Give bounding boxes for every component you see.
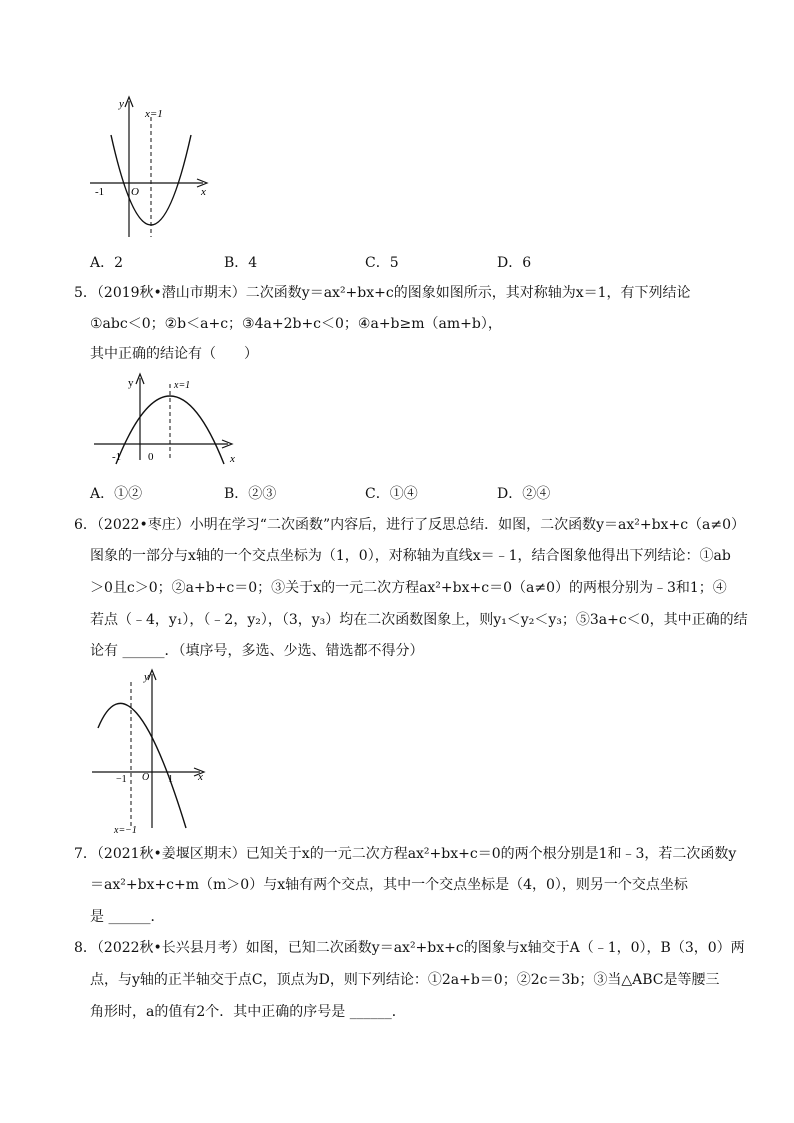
q5-option-b[interactable]: B．②③	[224, 486, 277, 502]
q4-origin: O	[131, 186, 139, 198]
q8-stem-line2: 点，与y轴的正半轴交于点C，顶点为D，则下列结论：①2a+b＝0；②2c＝3b；③当△ABC是等腰三	[90, 972, 720, 988]
q6-stem-line3: ＞0且c＞0；②a+b+c＝0；③关于x的一元二次方程ax²+bx+c＝0（a≠0）的两根分别为﹣3和1；④	[90, 580, 727, 596]
q8-stem-line3[interactable]: 角形时，a的值有2个．其中正确的序号是 ______．	[90, 1004, 406, 1020]
q6-y-label: y	[144, 671, 149, 683]
q5-stem-line3: 其中正确的结论有（ ）	[90, 346, 258, 362]
q5-stem-line1: 5．（2019秋•潜山市期末）二次函数y＝ax²+bx+c的图象如图所示，其对称轴为x＝1，有下列结论	[74, 285, 691, 301]
q4-x-label: x	[201, 186, 206, 198]
q4-option-a[interactable]: A．2	[90, 255, 124, 271]
q4-minus-one: -1	[95, 186, 105, 198]
q5-graph	[90, 372, 245, 467]
q4-graph	[85, 95, 220, 240]
q6-graph	[88, 668, 213, 836]
q6-stem-line4: 若点（﹣4，y₁），（﹣2，y₂），（3，y₃）均在二次函数图象上，则y₁＜y₂＜y₃；⑤3a+c＜0，其中正确的结	[90, 612, 748, 628]
q6-parabola	[98, 703, 186, 828]
q6-origin: O	[142, 772, 150, 783]
q4-option-d[interactable]: D．6	[497, 255, 532, 271]
q5-minus-one: -1	[112, 451, 122, 463]
q8-stem-line1: 8．（2022秋•长兴县月考）如图，已知二次函数y＝ax²+bx+c的图象与x轴交于A（﹣1，0），B（3，0）两	[74, 940, 745, 956]
q5-option-a[interactable]: A．①②	[90, 486, 143, 502]
q7-stem-line2: ＝ax²+bx+c+m（m＞0）与x轴有两个交点，其中一个交点坐标是（4，0），则另一个交点坐标	[90, 877, 688, 893]
q6-one: 1	[168, 774, 173, 785]
q6-stem-line1: 6．（2022•枣庄）小明在学习“二次函数”内容后，进行了反思总结．如图，二次函数y＝ax²+bx+c（a≠0）	[74, 517, 746, 533]
q4-option-b[interactable]: B．4	[224, 255, 258, 271]
q6-stem-line5[interactable]: 论有 ______．（填序号，多选、少选、错选都不得分）	[90, 643, 424, 659]
q4-y-label: y	[119, 98, 124, 110]
q5-y-label: y	[128, 377, 134, 389]
q7-stem-line3[interactable]: 是 ______．	[90, 909, 165, 925]
q6-x-label: x	[198, 771, 203, 783]
q7-stem-line1: 7．（2021秋•姜堰区期末）已知关于x的一元二次方程ax²+bx+c＝0的两个根分别是1和﹣3，若二次函数y	[74, 846, 737, 862]
q5-x-label: x	[230, 453, 235, 465]
q5-option-c[interactable]: C．①④	[365, 486, 418, 502]
q5-zero: 0	[148, 451, 154, 463]
q4-axis-label: x=1	[145, 108, 163, 120]
q5-axis-label: x=1	[174, 380, 191, 391]
q4-option-c[interactable]: C．5	[365, 255, 399, 271]
q5-stem-line2: ①abc＜0；②b＜a+c；③4a+2b+c＜0；④a+b≥m（am+b），	[90, 316, 502, 332]
q6-axis-label: x=−1	[114, 825, 137, 836]
q5-option-d[interactable]: D．②④	[497, 486, 551, 502]
q6-minus-one: −1	[116, 774, 127, 785]
q6-stem-line2: 图象的一部分与x轴的一个交点坐标为（1，0），对称轴为直线x＝﹣1，结合图象他得出下列结论：①ab	[90, 548, 731, 564]
